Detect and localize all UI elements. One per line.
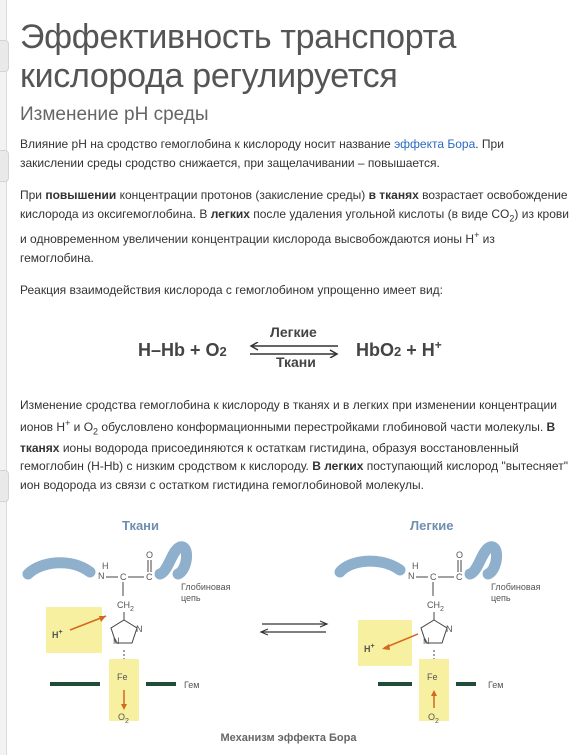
oxygen-label-right: $O_2$ bbox=[428, 712, 439, 725]
bold-text: В bbox=[546, 420, 556, 434]
rail-tab-top[interactable] bbox=[0, 40, 9, 72]
globin-chain-left-segment bbox=[28, 563, 90, 574]
figure-label-tissues: Ткани bbox=[122, 518, 160, 533]
atom-fe: Fe bbox=[117, 672, 128, 682]
globin-chain-left-segment bbox=[340, 561, 400, 572]
bohr-effect-link[interactable]: эффекта Бора bbox=[394, 137, 476, 151]
equation-right bbox=[356, 340, 442, 361]
proton-label-right: H+ bbox=[364, 643, 375, 654]
atom-ch2: $CH_2$ bbox=[427, 600, 444, 613]
heme-label-left: Гем bbox=[184, 680, 200, 690]
figure-caption: Механизм эффекта Бора bbox=[220, 732, 357, 744]
equation-label-tissues: Ткани bbox=[276, 354, 316, 370]
paragraph-mechanism-line4: гемоглобина. bbox=[20, 251, 94, 265]
chain-label-left: цепь bbox=[181, 593, 201, 603]
oxygen-label-left: $O_2$ bbox=[118, 712, 129, 725]
text: + H bbox=[401, 340, 435, 360]
atom-n: N bbox=[408, 571, 415, 581]
text: поступающий кислород "вытесняет" bbox=[363, 459, 568, 473]
text: ионы водорода присоединяются к остаткам гистидина, образуя восстановленный bbox=[59, 441, 519, 455]
figure-equilibrium-arrows-icon bbox=[261, 621, 327, 635]
text: после удаления угольной кислоты (в виде CO bbox=[249, 207, 510, 221]
text: Влияние рН на сродство гемоглобина к кислороду носит название bbox=[20, 137, 395, 151]
subscript: 2 bbox=[394, 344, 402, 359]
globin-chain-right-segment bbox=[160, 547, 187, 574]
atom-c: C bbox=[120, 572, 127, 582]
text: . При bbox=[475, 137, 504, 151]
atom-n: N bbox=[423, 636, 430, 646]
text: H–Hb + O bbox=[138, 340, 220, 360]
proton-highlight-right bbox=[358, 620, 412, 666]
superscript: + bbox=[65, 418, 71, 428]
bold-text: тканях bbox=[20, 441, 60, 455]
chain-label-right: цепь bbox=[491, 593, 511, 603]
atom-n: N bbox=[113, 636, 120, 646]
text: HbO bbox=[356, 340, 394, 360]
text: обусловлено конформационными перестройками глобиновой части молекулы. bbox=[98, 420, 547, 434]
atom-ch2: $CH_2$ bbox=[117, 600, 134, 613]
text: и одновременном увеличении концентрации кислорода высвобождаются ионы Н bbox=[20, 232, 475, 246]
paragraph-mechanism-line2 bbox=[20, 205, 577, 224]
bohr-effect-figure bbox=[0, 512, 577, 755]
text: При bbox=[20, 188, 46, 202]
text: ионов Н bbox=[20, 420, 66, 434]
paragraph-intro-line2: закислении среды сродство снижается, при защелачивании – повышается. bbox=[20, 156, 440, 170]
lung-structure bbox=[340, 547, 541, 725]
atom-o: O bbox=[456, 550, 464, 560]
atom-n: N bbox=[136, 624, 143, 634]
bohr-mechanism-diagram bbox=[0, 512, 577, 728]
paragraph-conformation-line4 bbox=[20, 457, 577, 476]
bold-text: в тканях bbox=[368, 188, 419, 202]
text: возрастает освобождение bbox=[418, 188, 568, 202]
globin-label-left: Глобиновая bbox=[181, 582, 231, 592]
globin-chain-right-segment bbox=[470, 547, 497, 574]
superscript: + bbox=[434, 338, 442, 352]
heme-label-right: Гем bbox=[488, 680, 504, 690]
page-title: Эффективность транспорта кислорода регулируется bbox=[20, 18, 457, 95]
atom-c: C bbox=[146, 572, 153, 582]
text: кислорода из оксигемоглобина. В bbox=[20, 207, 211, 221]
equation-left bbox=[138, 340, 227, 361]
atom-fe: Fe bbox=[427, 672, 438, 682]
subscript: 2 bbox=[93, 426, 99, 437]
subscript: 2 bbox=[509, 213, 515, 224]
equation-label-lungs: Легкие bbox=[270, 324, 317, 340]
paragraph-conformation-line2 bbox=[20, 418, 577, 437]
bold-text: В легких bbox=[312, 459, 364, 473]
text: и O bbox=[70, 420, 94, 434]
text: концентрации протонов (закисление среды) bbox=[116, 188, 369, 202]
atom-c: C bbox=[430, 572, 437, 582]
atom-n: N bbox=[98, 571, 105, 581]
bold-text: повышении bbox=[45, 188, 117, 202]
atom-h: H bbox=[102, 561, 109, 571]
reaction-equation bbox=[120, 318, 480, 378]
paragraph-conformation-line3 bbox=[20, 439, 577, 458]
proton-label-left: H+ bbox=[52, 629, 63, 640]
text: гемоглобин (Н-Hb) с низким сродством к кислороду. bbox=[20, 459, 313, 473]
text: из bbox=[479, 232, 495, 246]
section-heading: Изменение рН среды bbox=[20, 104, 209, 125]
globin-label-right: Глобиновая bbox=[491, 582, 541, 592]
paragraph-conformation-line1: Изменение сродства гемоглобина к кислороду в тканях и в легких при изменении концентрации bbox=[20, 398, 557, 412]
paragraph-intro-line1 bbox=[20, 135, 577, 154]
atom-n: N bbox=[446, 624, 453, 634]
paragraph-reaction-intro: Реакция взаимодействия кислорода с гемоглобином упрощенно имеет вид: bbox=[20, 283, 443, 297]
paragraph-mechanism-line1 bbox=[20, 186, 577, 205]
paragraph-conformation-line5: ион водорода из связи с остатком гистидина гемоглобиновой молекулы. bbox=[20, 478, 424, 492]
paragraph-mechanism-line3 bbox=[20, 230, 577, 249]
atom-c: C bbox=[456, 572, 463, 582]
bold-text: легких bbox=[210, 207, 250, 221]
rail-tab-mid[interactable] bbox=[0, 150, 9, 182]
superscript: + bbox=[474, 230, 480, 240]
tissue-structure bbox=[28, 547, 231, 725]
atom-o: O bbox=[146, 550, 154, 560]
text: ) из крови bbox=[514, 207, 569, 221]
atom-h: H bbox=[412, 561, 419, 571]
rail-tab-bottom[interactable] bbox=[0, 470, 9, 502]
subscript: 2 bbox=[219, 344, 227, 359]
figure-label-lungs: Легкие bbox=[410, 518, 454, 533]
